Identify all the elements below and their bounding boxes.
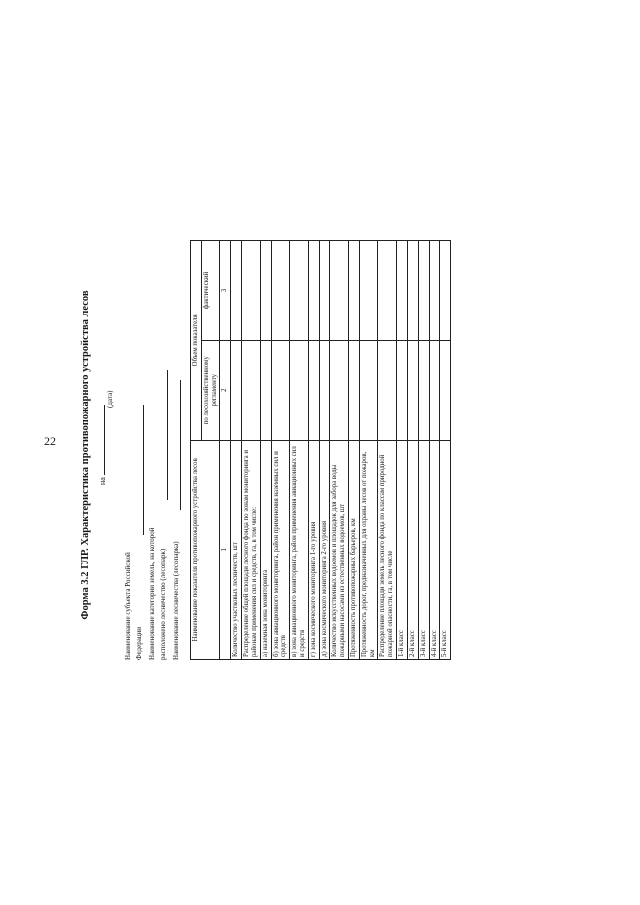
row-label: Распределение площади земель лесного фонда по классам природной пожарной опасности, га, в том числе [378, 440, 397, 659]
row-value-actual [349, 241, 360, 341]
field-forestry: Наименование лесничества (лесопарка) [172, 541, 180, 660]
table-row [290, 241, 309, 660]
row-value-regulation [407, 340, 418, 440]
field-category-line2: расположено лесничество (лесопарк) [159, 548, 167, 660]
row-value-regulation [418, 340, 429, 440]
table-body [231, 241, 451, 660]
field-category-line1: Наименование категории земель, на которой [148, 527, 156, 660]
table-row [418, 241, 429, 660]
rotated-form [80, 240, 600, 660]
field-category-blank [167, 370, 168, 500]
date-prefix: на [98, 477, 107, 485]
row-label: а) наземная зона мониторинга [260, 440, 271, 659]
table-row [308, 241, 319, 660]
row-label: г) зона космического мониторинга 1-го уровня [308, 440, 319, 659]
page-number: 22 [44, 434, 56, 448]
field-forestry-blank [180, 380, 181, 510]
field-subject-line2: Федерации [135, 626, 143, 660]
field-subject-line1: Наименование субъекта Российской [124, 552, 132, 660]
row-value-regulation [308, 340, 319, 440]
row-label: 3-й класс [418, 440, 429, 659]
row-label: Количество искусственных водоемов и площадок для забора воды пожарными насосами из естественных водоемов, шт [330, 440, 349, 659]
table-row [359, 241, 378, 660]
row-value-actual [319, 241, 330, 341]
row-value-regulation [349, 340, 360, 440]
row-label: б) зона авиационного мониторинга, район применения наземных сил и средств [271, 440, 290, 659]
group-header: Объем показателя [191, 241, 202, 441]
table-row [429, 241, 440, 660]
row-value-regulation [290, 340, 309, 440]
row-label: 5-й класс [440, 440, 451, 659]
table-row [242, 241, 261, 660]
row-value-regulation [359, 340, 378, 440]
date-caption: (дата) [106, 390, 114, 408]
table-row [349, 241, 360, 660]
row-value-actual [407, 241, 418, 341]
row-value-actual [242, 241, 261, 341]
col-number-1: 1 [220, 440, 231, 659]
table-row [319, 241, 330, 660]
row-value-actual [359, 241, 378, 341]
table-row [407, 241, 418, 660]
row-value-actual [429, 241, 440, 341]
row-value-actual [397, 241, 408, 341]
row-label: Распределение общей площади лесного фонда по зонам мониторинга и районам применения сил и средств, га, в том числе: [242, 440, 261, 659]
field-subject-blank [143, 405, 144, 535]
row-value-regulation [429, 340, 440, 440]
row-value-actual [378, 241, 397, 341]
row-label: Количество участковых лесничеств, шт [231, 440, 242, 659]
row-value-actual [308, 241, 319, 341]
form-title: Форма 3.2 ГЛР. Характеристика противопожарного устройства лесов [80, 290, 91, 620]
row-value-actual [418, 241, 429, 341]
row-value-regulation [271, 340, 290, 440]
col2-header: по лесохозяйственному регламенту [201, 340, 220, 440]
row-value-regulation [242, 340, 261, 440]
row-value-actual [330, 241, 349, 341]
table-row [397, 241, 408, 660]
row-label: 2-й класс [407, 440, 418, 659]
row-label: 4-й класс [429, 440, 440, 659]
col3-header: фактический [201, 241, 220, 341]
row-value-actual [271, 241, 290, 341]
row-label: Протяженность противопожарных барьеров, км [349, 440, 360, 659]
row-label: Протяженность дорог, предназначенных для охраны лесов от пожаров, км [359, 440, 378, 659]
col-number-3: 3 [220, 241, 231, 341]
col-number-2: 2 [220, 340, 231, 440]
row-value-regulation [440, 340, 451, 440]
row-value-actual [290, 241, 309, 341]
row-value-regulation [330, 340, 349, 440]
date-blank [96, 405, 105, 475]
row-value-regulation [378, 340, 397, 440]
row-value-regulation [231, 340, 242, 440]
table-row [330, 241, 349, 660]
date-line [96, 405, 107, 485]
row-value-actual [231, 241, 242, 341]
row-label: 1-й класс [397, 440, 408, 659]
row-value-regulation [319, 340, 330, 440]
table-row [378, 241, 397, 660]
indicators-table [190, 240, 451, 660]
row-label: д) зона космического мониторинга 2-го уровня [319, 440, 330, 659]
row-value-regulation [260, 340, 271, 440]
row-value-actual [260, 241, 271, 341]
row-value-actual [440, 241, 451, 341]
row-value-regulation [397, 340, 408, 440]
table-row [440, 241, 451, 660]
table-row [260, 241, 271, 660]
col1-header: Наименование показателя противопожарного устройства лесов [191, 440, 220, 659]
row-label: в) зона авиационного мониторинга, район применения авиационных сил и средств [290, 440, 309, 659]
table-row [271, 241, 290, 660]
table-row [231, 241, 242, 660]
